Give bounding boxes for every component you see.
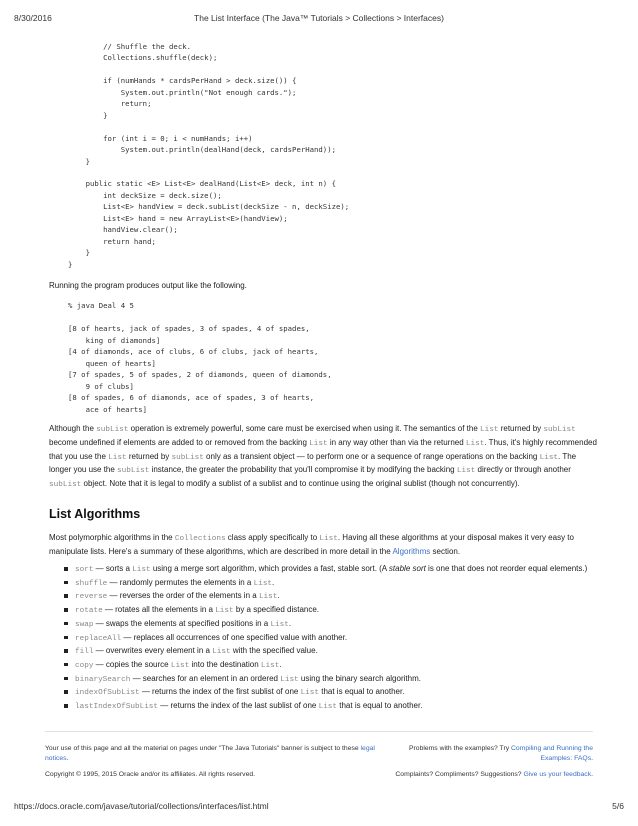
list-item: copy — copies the source List into the destination List. [63, 659, 593, 673]
print-date: 8/30/2016 [14, 13, 52, 23]
inline-code: subList [543, 426, 576, 434]
inline-code: subList [96, 426, 129, 434]
inline-code: List [456, 467, 476, 476]
algorithms-link[interactable]: Algorithms [392, 546, 431, 556]
sublist-paragraph: Although the subList operation is extremely powerful, some care must be exercised when using it. The semantics of the List returned by subList become undefined if elements are added to or removed from the backing List in any way other than via the returned List. Thus, it's highly recommended that you use the List returned by subList only as a transient object — to perform one or a sequence of range operations on the backing List. The longer you use the subList instance, the greater the probability that you'll compromise it by modifying the backing List directly or through another subList object. Note that it is legal to modify a sublist of a sublist and to continue using the original sublist (though not concurrently). [49, 424, 597, 490]
output-intro: Running the program produces output like the following. [49, 281, 247, 290]
page-number: 5/6 [612, 801, 624, 811]
print-header [14, 13, 624, 25]
list-item: reverse — reverses the order of the elements in a List. [63, 590, 593, 604]
inline-code: List [309, 439, 328, 448]
list-item: fill — overwrites every element in a List with the specified value. [63, 645, 593, 659]
list-item: swap — swaps the elements at specified positions in a List. [63, 618, 593, 632]
feedback: Complaints? Compliments? Suggestions? Give us your feedback. [395, 771, 593, 778]
feedback-link[interactable]: Give us your feedback [523, 771, 592, 778]
list-item: lastIndexOfSubList — returns the index of the last sublist of one List that is equal to another. [63, 700, 593, 714]
legal-notice: Your use of this page and all the material on pages under "The Java Tutorials" banner is subject to these legal notices. [45, 745, 375, 762]
program-output-block: % java Deal 4 5 [8 of hearts, jack of spades, 3 of spades, 4 of spades, king of diamonds] [4 of diamonds, ace of clubs, 6 of clubs, jack of hearts, queen of hearts] [7 of spades, 5 of spades, 2 of diamonds, queen of diamonds, 9 of clubs] [8 of spades, 6 of diamonds, ace of spades, 3 of hearts, ace of hearts] [68, 301, 332, 414]
inline-code: List [108, 453, 127, 462]
inline-code: List [465, 439, 485, 448]
list-item: indexOfSubList — returns the index of the first sublist of one List that is equal to another. [63, 686, 593, 700]
page-url: https://docs.oracle.com/javase/tutorial/collections/interfaces/list.html [14, 801, 269, 811]
inline-code: List [319, 535, 338, 543]
list-item: binarySearch — searches for an element in an ordered List using the binary search algorithm. [63, 673, 593, 687]
print-footer [14, 801, 624, 813]
list-item: shuffle — randomly permutes the elements in a List. [63, 577, 593, 591]
examples-help: Problems with the examples? Try Compiling and Running the Examples: FAQs. [409, 745, 593, 762]
compiling-examples-link[interactable]: Compiling and Running the Examples: FAQs [511, 745, 593, 762]
algorithms-intro: Most polymorphic algorithms in the Collections class apply specifically to List. Having all these algorithms at your disposal makes it very easy to manipulate lists. Here's a summary of these algorithms, which are described in more detail in the Algorithms section. [49, 533, 574, 556]
inline-code: List [539, 453, 559, 462]
copyright: Copyright © 1995, 2015 Oracle and/or its affiliates. All rights reserved. [45, 771, 256, 778]
section-heading-list-algorithms: List Algorithms [49, 507, 141, 521]
footer-divider [45, 731, 593, 732]
list-item: sort — sorts a List using a merge sort algorithm, which provides a fast, stable sort. (A stable sort is one that does not reorder equal elements.) [63, 563, 593, 577]
inline-code: subList [171, 453, 204, 462]
legal-notices-link[interactable]: legal notices [45, 745, 375, 762]
inline-code: subList [117, 467, 150, 476]
list-item: rotate — rotates all the elements in a List by a specified distance. [63, 604, 593, 618]
inline-code: subList [49, 481, 82, 490]
list-item: replaceAll — replaces all occurrences of one specified value with another. [63, 632, 593, 646]
inline-code: List [480, 426, 499, 434]
print-title: The List Interface (The Java™ Tutorials > Collections > Interfaces) [194, 13, 444, 23]
java-code-block: // Shuffle the deck. Collections.shuffle(deck); if (numHands * cardsPerHand > deck.size()) { System.out.println("Not enough cards."); return; } for (int i = 0; i < numHands; i++) System.out.println(dealHand(deck, cardsPerHand)); } public static <E> List<E> dealHand(List<E> deck, int n) { int deckSize = deck.size(); List<E> handView = deck.subList(deckSize - n, deckSize); List<E> hand = new ArrayList<E>(handView); handView.clear(); return hand; } } [68, 42, 350, 269]
algorithm-list [63, 563, 593, 714]
inline-code: Collections [174, 535, 226, 543]
